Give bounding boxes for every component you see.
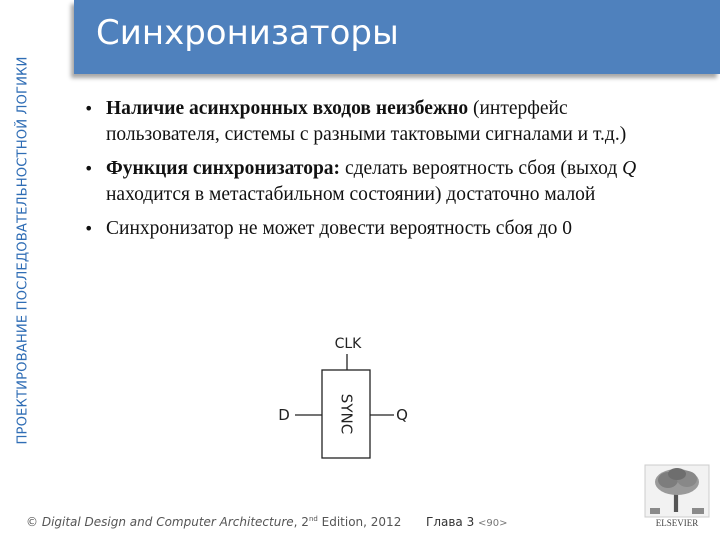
bullet-text: сделать вероятность сбоя (выход: [340, 158, 623, 179]
bullet-italic-text: Q: [622, 158, 637, 179]
vertical-section-title-text: ПРОЕКТИРОВАНИЕ ПОСЛЕДОВАТЕЛЬНОСТНОЙ ЛОГИКИ: [15, 56, 31, 444]
bullet-text: (интерфейс пользователя, системы с разными тактовыми сигналами и т.д.): [106, 98, 627, 145]
sync-block-label: SYNC: [337, 393, 356, 435]
edition-text: Edition, 2012: [317, 515, 402, 529]
publisher-name: ELSEVIER: [655, 518, 699, 528]
vertical-section-title: [0, 0, 46, 500]
bullet-item: [84, 96, 644, 148]
chapter-label: Глава 3: [426, 515, 479, 529]
synchronizer-diagram: [270, 328, 430, 468]
footer-copyright: [26, 515, 401, 529]
slide-title: Синхронизаторы: [96, 13, 399, 53]
page-number: <90>: [478, 518, 508, 529]
edition-number: , 2: [293, 515, 309, 529]
bullet-text: Синхронизатор не может довести вероятность сбоя до 0: [106, 218, 573, 239]
bullet-bold-text: Функция синхронизатора:: [106, 158, 341, 179]
copyright-symbol: ©: [26, 515, 42, 529]
chapter-indicator: [426, 515, 508, 529]
bullet-text: находится в метастабильном состоянии) достаточно малой: [106, 184, 596, 205]
clk-label: CLK: [334, 336, 362, 352]
bullet-item: [84, 216, 644, 242]
output-q-label: Q: [396, 406, 408, 424]
bullet-item: [84, 156, 644, 208]
bullet-bold-text: Наличие асинхронных входов неизбежно: [106, 98, 469, 119]
title-bar: [74, 0, 720, 74]
edition-superscript: nd: [308, 515, 318, 523]
bullet-list: [84, 96, 644, 250]
input-d-label: D: [278, 406, 290, 424]
elsevier-tree-logo: [644, 464, 710, 528]
book-title: Digital Design and Computer Architecture: [41, 515, 294, 529]
